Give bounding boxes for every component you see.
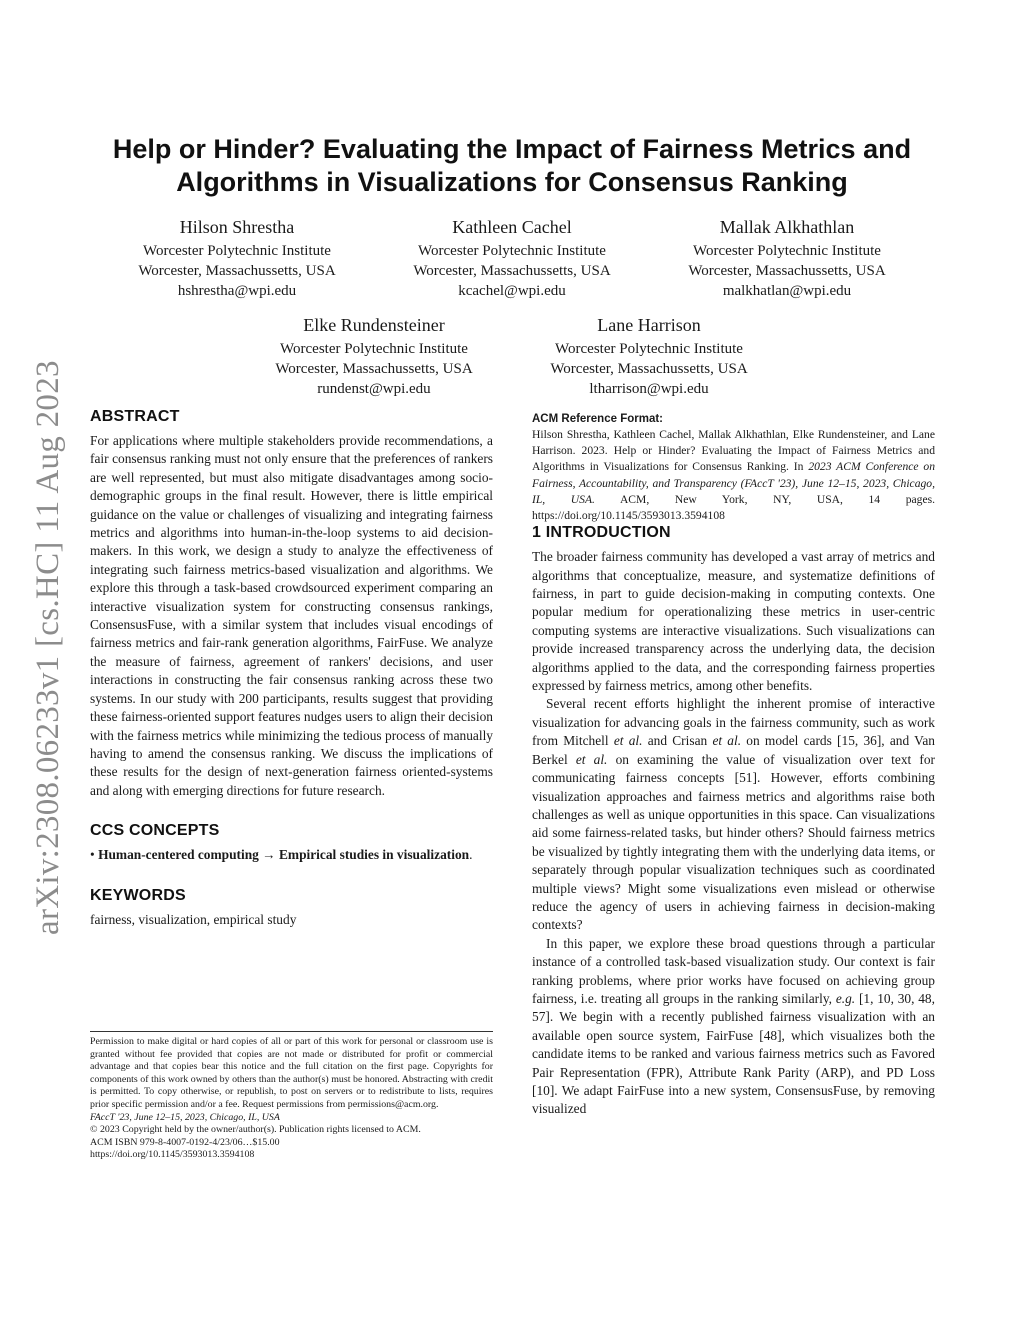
author-block xyxy=(367,216,657,301)
author-affiliation: Worcester Polytechnic Institute xyxy=(280,341,468,357)
author-block xyxy=(642,216,932,301)
author-name: Elke Rundensteiner xyxy=(303,315,445,335)
intro-paragraph-1: The broader fairness community has developed a vast array of metrics and algorithms that conceptualize, measure, and systematize definitions of fairness, in part to guide decision-making in computing contexts. One popular medium for operationalizing these metrics in user-centric computing systems are interactive visualizations. Such visualizations can provide increased transparency across the underlying data, the decision algorithms applied to the data, and the corresponding fairness properties expressed by fairness metrics, among other benefits. xyxy=(532,549,935,694)
author-location: Worcester, Massachussetts, USA xyxy=(413,263,611,279)
author-email: ltharrison@wpi.edu xyxy=(589,381,709,397)
ccs-period: . xyxy=(469,847,473,863)
author-name: Mallak Alkhathlan xyxy=(719,217,855,237)
author-email: malkhatlan@wpi.edu xyxy=(722,283,852,299)
isbn-line: ACM ISBN 979-8-4007-0192-4/23/06…$15.00 xyxy=(90,1136,280,1148)
intro-paragraph-2: Several recent efforts highlight the inherent promise of interactive visualization for advancing goals in the fairness community, such as work from Mitchell et al. and Crisan et al. on model cards [15, 36], and Van Berkel et al. on examining the value of visualization over text for communicating fairness concepts [51]. However, efforts combining visualization approaches and fairness metrics and algorithms raise both challenges as well as unique opportunities in this space. Can visualizations aid some fairness-related tasks, but hinder others? Should fairness metrics be visualized by tightly integrating them with the underlying data items, or separately through popular visualization techniques such as coordinated multiple views? Might some visualizations even mislead or otherwise reduce the agency of users in achieving fairness in decision-making contexts? xyxy=(532,696,935,933)
author-email: kcachel@wpi.edu xyxy=(458,283,566,299)
intro-paragraph-3: In this paper, we explore these broad questions through a particular instance of a controlled task-based visualization study. Our context is fair ranking problems, where prior works have focused on achieving group fairness, i.e. treating all groups in the ranking similarly, e.g. [1, 10, 30, 48, 57]. We begin with a recently published fairness visualization with an available open source system, FairFuse [48], which visualizes both the candidate items to be ranked and various fairness metrics such as Favored Pair Representation (FPR), Attribute Rank Parity (ARP), and PD Loss [10]. We adapt FairFuse into a new system, ConsensusFuse, by removing visualized xyxy=(532,935,935,1117)
author-name: Hilson Shrestha xyxy=(179,217,295,237)
author-affiliation: Worcester Polytechnic Institute xyxy=(418,243,606,259)
ccs-concepts xyxy=(90,846,493,864)
ccs-concept: Human-centered computing xyxy=(98,847,259,863)
ccs-arrow: → xyxy=(262,847,276,863)
acm-reference-format xyxy=(532,413,935,524)
acm-reference-text: Hilson Shrestha, Kathleen Cachel, Mallak Alkhathlan, Elke Rundensteiner, and Lane Harrison. 2023. Help or Hinder? Evaluating the Impact of Fairness Metrics and Algorithms in Visualizations for Consensus Ranking. In 2023 ACM Conference on Fairness, Accountability, and Transparency (FAccT '23), June 12–15, 2023, Chicago, IL, USA. ACM, New York, NY, USA, 14 pages. https://doi.org/10.1145/3593013.3594108 xyxy=(532,428,936,523)
keywords-text: fairness, visualization, empirical study xyxy=(90,911,297,927)
copyright-line: © 2023 Copyright held by the owner/author(s). Publication rights licensed to ACM. xyxy=(90,1124,421,1136)
arxiv-identifier: arXiv:2308.06233v1 [cs.HC] 11 Aug 2023 xyxy=(30,360,66,935)
paper-title xyxy=(90,133,934,199)
permission-text: Permission to make digital or hard copies of all or part of this work for personal or classroom use is granted without fee provided that copies are not made or distributed for profit or commercial advantage and that copies bear this notice and the full citation on the first page. Copyrights for components of this work owned by others than the author(s) must be honored. Abstracting with credit is permitted. To copy otherwise, or republish, to post on servers or to redistribute to lists, requires prior specific permission and/or a fee. Request permissions from permissions@acm.org. xyxy=(90,1036,493,1110)
ccs-subconcept: Empirical studies in visualization xyxy=(278,847,470,863)
ccs-heading: CCS CONCEPTS xyxy=(90,822,220,840)
ccs-bullet: • xyxy=(90,847,95,863)
author-location: Worcester, Massachussetts, USA xyxy=(550,361,748,377)
abstract-heading: ABSTRACT xyxy=(90,408,180,425)
author-affiliation: Worcester Polytechnic Institute xyxy=(143,243,331,259)
right-column xyxy=(532,413,935,1119)
author-email: rundenst@wpi.edu xyxy=(317,381,431,397)
author-name: Lane Harrison xyxy=(597,315,701,335)
author-name: Kathleen Cachel xyxy=(452,217,572,237)
author-email: hshrestha@wpi.edu xyxy=(177,283,297,299)
introduction-heading: 1 INTRODUCTION xyxy=(532,524,671,542)
author-affiliation: Worcester Polytechnic Institute xyxy=(555,341,743,357)
permission-footnote xyxy=(90,1031,493,1162)
author-location: Worcester, Massachussetts, USA xyxy=(138,263,336,279)
conference-line: FAccT '23, June 12–15, 2023, Chicago, IL, USA xyxy=(90,1111,280,1123)
author-affiliation: Worcester Polytechnic Institute xyxy=(693,243,881,259)
acm-reference-heading: ACM Reference Format: xyxy=(532,413,663,425)
author-location: Worcester, Massachussetts, USA xyxy=(275,361,473,377)
left-column xyxy=(90,408,493,929)
author-block xyxy=(92,216,382,301)
author-block xyxy=(504,314,794,399)
author-location: Worcester, Massachussetts, USA xyxy=(688,263,886,279)
keywords-heading: KEYWORDS xyxy=(90,886,186,904)
abstract-text: For applications where multiple stakeholders provide recommendations, a fair consensus ranking must not only ensure that the preferences of rankers are well represented, but must also mitigate disadvantages among socio-demographic groups in the final result. However, there is little empirical guidance on the value or challenges of visualizing and integrating fairness metrics and algorithms into human-in-the-loop systems to aid decision-makers. In this work, we design a study to analyze the effectiveness of integrating such fairness metrics-based visualization and algorithms. We explore this through a task-based crowdsourced experiment comparing an interactive visualization system for constructing consensus rankings, ConsensusFuse, with a similar system that includes visual encodings of fairness metrics and fair-rank generation algorithms, FairFuse. We analyze the measure of fairness, agreement of rankers' decisions, and user interactions in constructing the fair consensus ranking across these two systems. In our study with 200 participants, results suggest that providing these fairness-oriented support features nudges users to align their decision with the fairness metrics while minimizing the tedious process of manually having to amend the consensus ranking. We discuss the implications of these results for the design of next-generation fairness oriented-systems and along with emerging directions for future research. xyxy=(90,433,493,798)
author-block xyxy=(229,314,519,399)
title-line-1: Help or Hinder? Evaluating the Impact of Fairness Metrics and xyxy=(112,134,912,164)
doi-line: https://doi.org/10.1145/3593013.3594108 xyxy=(90,1149,255,1161)
title-line-2: Algorithms in Visualizations for Consensus Ranking xyxy=(176,167,848,197)
